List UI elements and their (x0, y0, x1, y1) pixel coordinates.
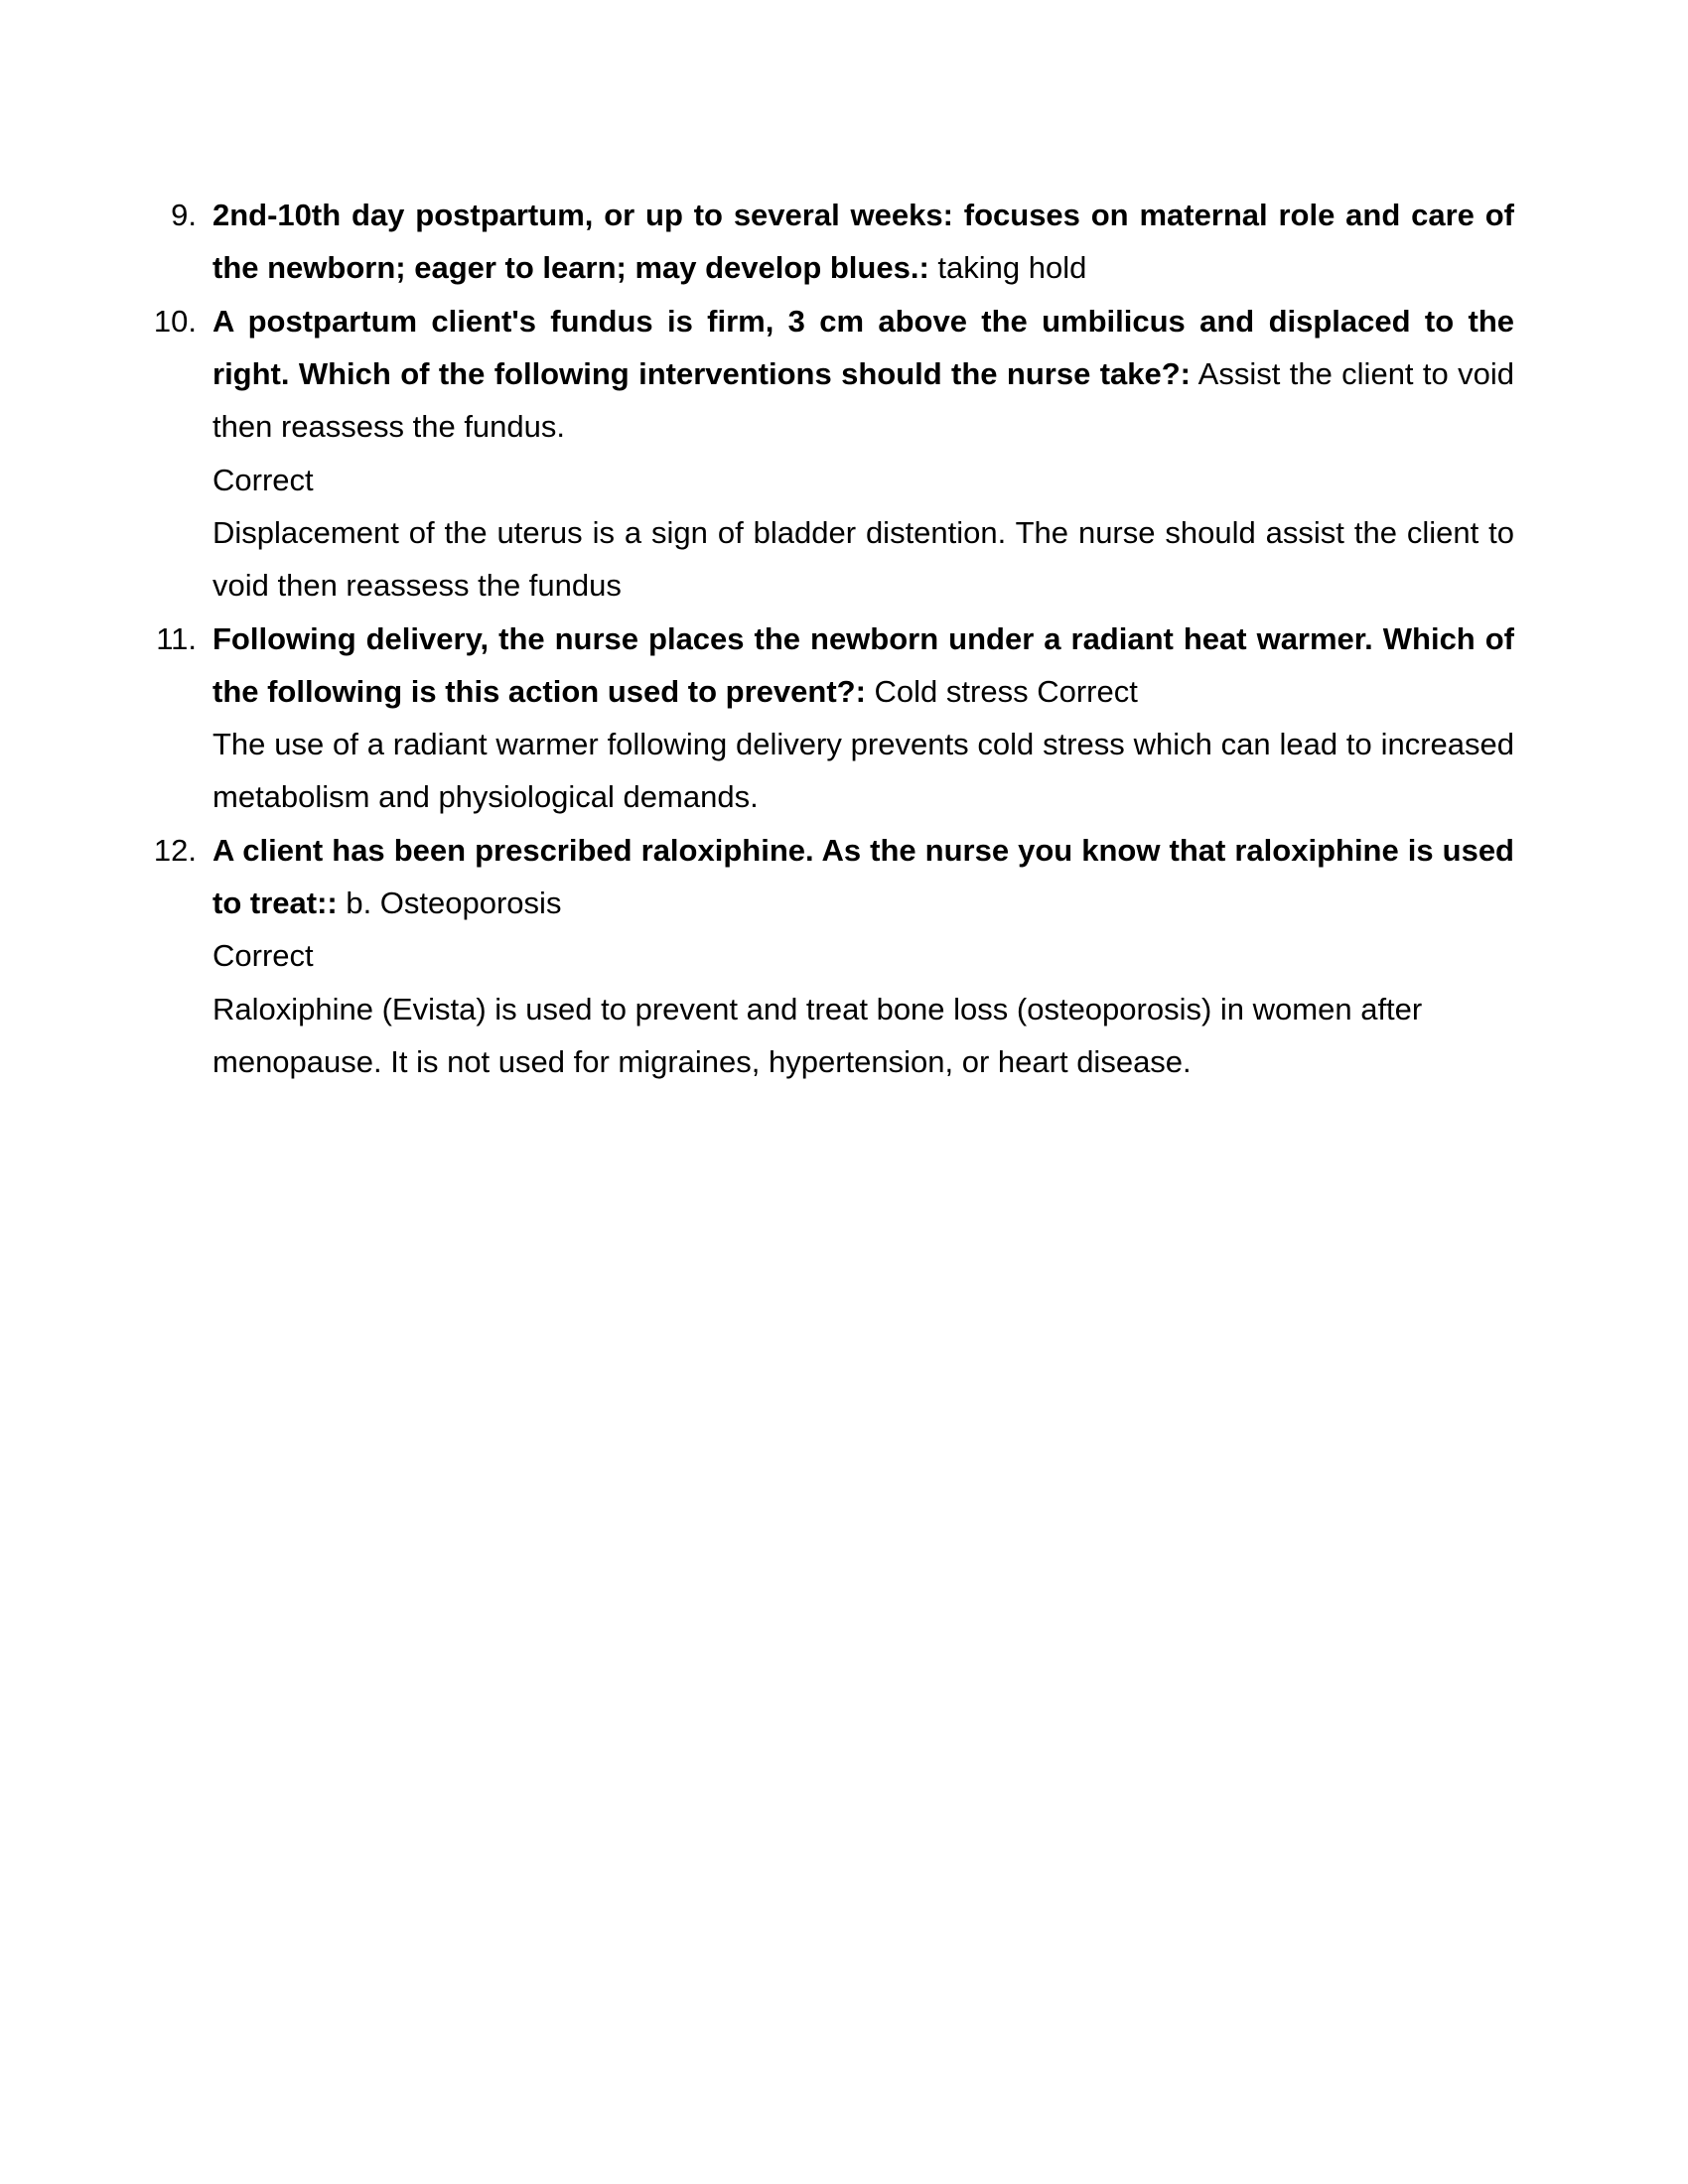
qa-line (212, 295, 1514, 454)
question-text: A postpartum client's fundus is firm, 3 cm above the umbilicus and displaced to the right. Which of the following interventions should the nurse take?: (212, 303, 1514, 391)
question-text: 2nd-10th day postpartum, or up to several weeks: focuses on maternal role and care of the newborn; eager to learn; may develop blues.: (212, 198, 1514, 286)
qa-line (212, 189, 1514, 295)
question-text: Following delivery, the nurse places the newborn under a radiant heat warmer. Which of the following is this action used to prevent?: (212, 620, 1514, 709)
answer-text: taking hold (928, 250, 1087, 286)
question-text: A client has been prescribed raloxiphine. As the nurse you know that raloxiphine is used to treat:: (212, 832, 1514, 921)
list-item-body (212, 295, 1514, 613)
rationale-text: The use of a radiant warmer following delivery prevents cold stress which can lead to increased metabolism and physiological demands. (212, 727, 1514, 815)
list-item-body (212, 613, 1514, 824)
list-item-number: 11. (156, 620, 197, 656)
answer-text: Assist the client to void then reassess the fundus. (212, 355, 1514, 445)
list-item (119, 824, 1514, 1089)
status-text: Correct (212, 938, 314, 974)
qa-list (119, 189, 1514, 1088)
list-item-number: 12. (153, 832, 197, 868)
rationale-text: Raloxiphine (Evista) is used to prevent and treat bone loss (osteoporosis) in women after menopause. It is not used for migraines, hypertension, or heart disease. (212, 991, 1423, 1079)
list-item-number: 10. (153, 303, 197, 339)
list-item-body (212, 189, 1514, 295)
list-item (119, 613, 1514, 824)
list-item (119, 189, 1514, 295)
answer-text: Cold stress Correct (865, 673, 1138, 709)
answer-text: b. Osteoporosis (337, 886, 562, 921)
qa-line (212, 824, 1514, 930)
list-item-number: 9. (171, 198, 197, 232)
list-item-body (212, 824, 1514, 1089)
status-text: Correct (212, 462, 314, 497)
rationale-text: Displacement of the uterus is a sign of bladder distention. The nurse should assist the client to void then reassess the fundus (212, 514, 1514, 604)
qa-line (212, 613, 1514, 719)
list-item (119, 295, 1514, 613)
